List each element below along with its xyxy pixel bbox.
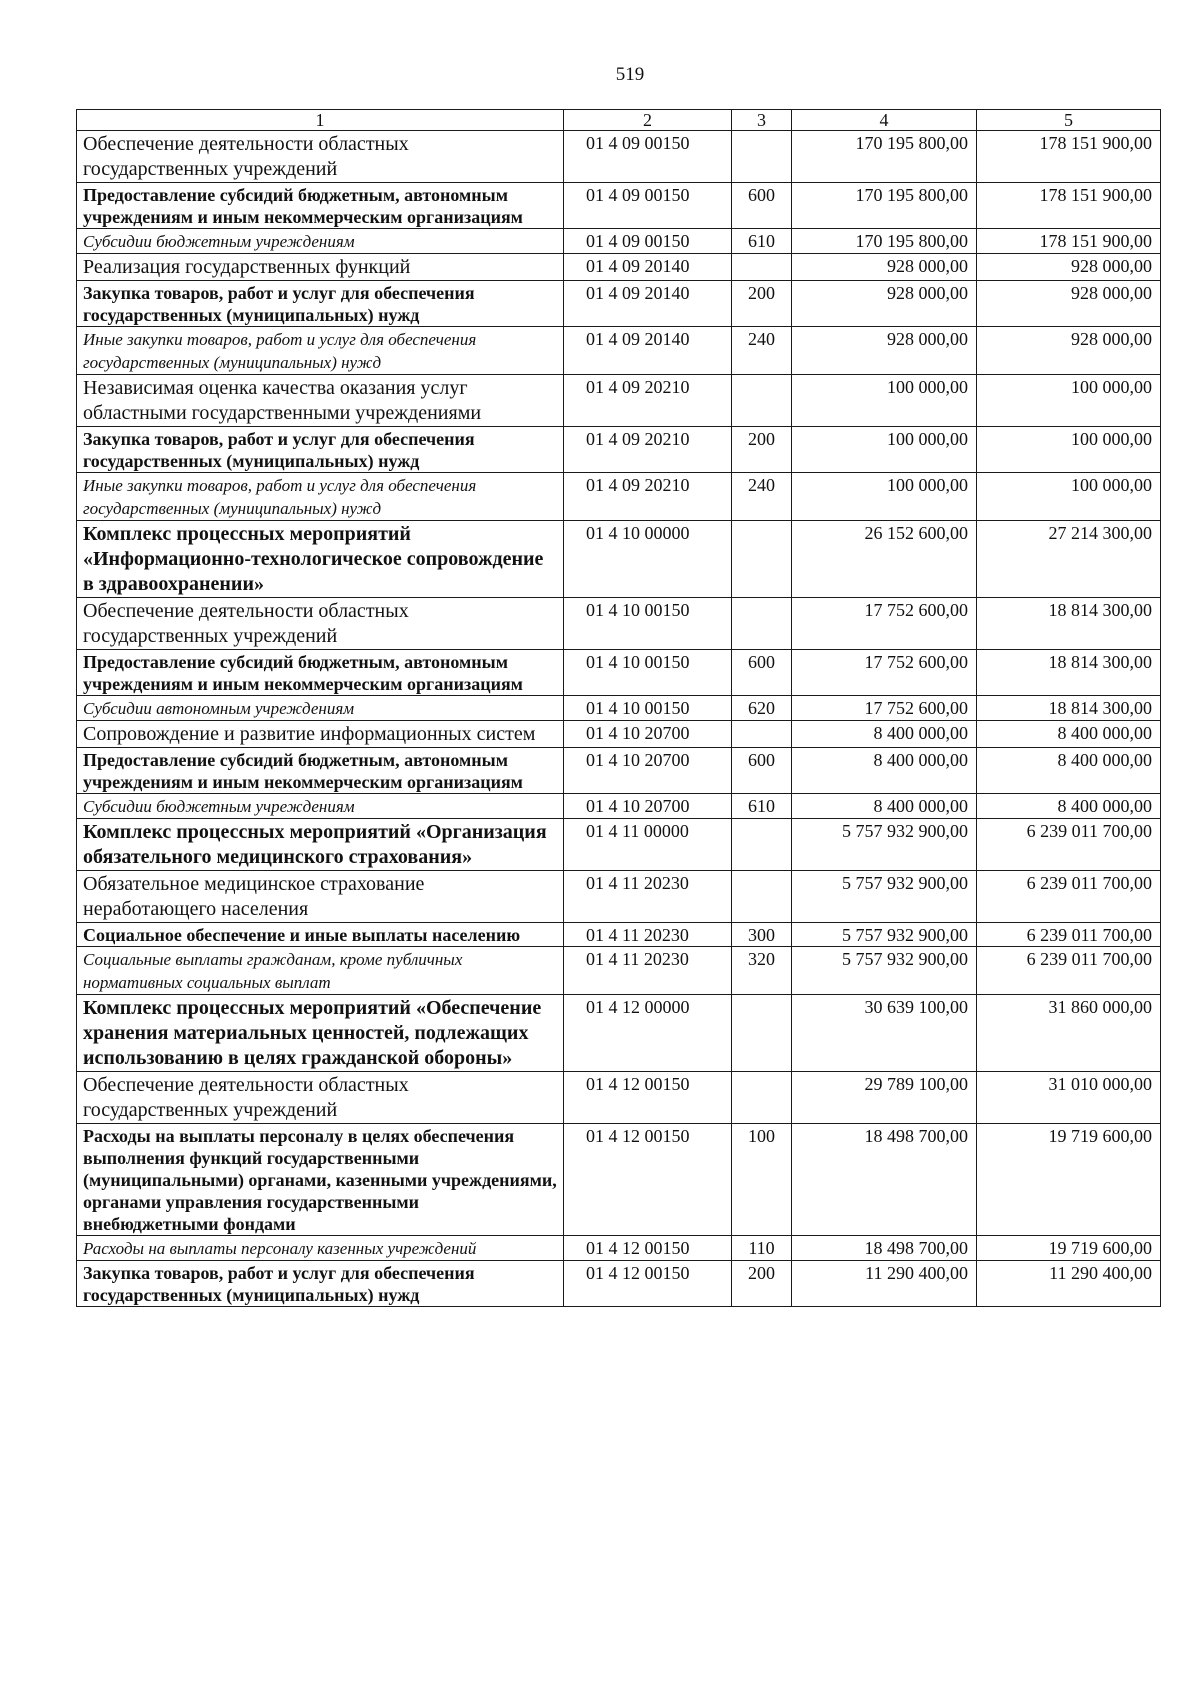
row-code: 01 4 10 00150	[564, 696, 732, 721]
row-code: 01 4 09 00150	[564, 131, 732, 183]
row-sum-year-2: 8 400 000,00	[977, 748, 1161, 794]
row-code: 01 4 09 20140	[564, 327, 732, 375]
column-header-1: 1	[77, 110, 564, 131]
row-expense-type: 110	[732, 1236, 792, 1261]
row-code: 01 4 10 00150	[564, 650, 732, 696]
table-row	[77, 871, 1161, 923]
row-code: 01 4 11 20230	[564, 923, 732, 947]
row-expense-type	[732, 598, 792, 650]
row-expense-type: 620	[732, 696, 792, 721]
row-expense-type: 240	[732, 473, 792, 521]
row-name: Субсидии бюджетным учреждениям	[77, 794, 564, 819]
row-code: 01 4 11 20230	[564, 947, 732, 995]
row-expense-type	[732, 721, 792, 748]
row-sum-year-1: 928 000,00	[792, 327, 977, 375]
row-name: Сопровождение и развитие информационных систем	[77, 721, 564, 748]
row-name: Обеспечение деятельности областных государственных учреждений	[77, 598, 564, 650]
row-expense-type: 240	[732, 327, 792, 375]
row-sum-year-2: 100 000,00	[977, 427, 1161, 473]
row-expense-type: 200	[732, 1261, 792, 1307]
row-sum-year-2: 19 719 600,00	[977, 1124, 1161, 1236]
row-code: 01 4 12 00150	[564, 1261, 732, 1307]
row-code: 01 4 10 00150	[564, 598, 732, 650]
row-sum-year-1: 11 290 400,00	[792, 1261, 977, 1307]
row-name: Обеспечение деятельности областных государственных учреждений	[77, 1072, 564, 1124]
row-name: Социальное обеспечение и иные выплаты населению	[77, 923, 564, 947]
row-sum-year-1: 18 498 700,00	[792, 1236, 977, 1261]
row-sum-year-1: 170 195 800,00	[792, 131, 977, 183]
row-sum-year-1: 5 757 932 900,00	[792, 947, 977, 995]
row-sum-year-2: 100 000,00	[977, 473, 1161, 521]
row-sum-year-2: 6 239 011 700,00	[977, 871, 1161, 923]
row-expense-type: 300	[732, 923, 792, 947]
table-row	[77, 375, 1161, 427]
row-code: 01 4 09 20140	[564, 254, 732, 281]
row-sum-year-2: 178 151 900,00	[977, 131, 1161, 183]
row-code: 01 4 11 00000	[564, 819, 732, 871]
row-code: 01 4 10 20700	[564, 748, 732, 794]
row-code: 01 4 12 00000	[564, 995, 732, 1072]
row-sum-year-2: 6 239 011 700,00	[977, 947, 1161, 995]
row-code: 01 4 10 20700	[564, 721, 732, 748]
row-name: Расходы на выплаты персоналу в целях обеспечения выполнения функций государственными (муниципальными) органами, казенными учреждениями, органами управления государственными внебюджетными фондами	[77, 1124, 564, 1236]
table-row	[77, 281, 1161, 327]
row-code: 01 4 09 20140	[564, 281, 732, 327]
row-sum-year-1: 928 000,00	[792, 281, 977, 327]
row-name: Иные закупки товаров, работ и услуг для обеспечения государственных (муниципальных) нужд	[77, 327, 564, 375]
table-row	[77, 1124, 1161, 1236]
row-name: Реализация государственных функций	[77, 254, 564, 281]
row-name: Предоставление субсидий бюджетным, автономным учреждениям и иным некоммерческим организациям	[77, 183, 564, 229]
table-row	[77, 721, 1161, 748]
row-expense-type: 600	[732, 183, 792, 229]
column-header-2: 2	[564, 110, 732, 131]
row-name: Закупка товаров, работ и услуг для обеспечения государственных (муниципальных) нужд	[77, 427, 564, 473]
column-header-4: 4	[792, 110, 977, 131]
table-row	[77, 650, 1161, 696]
row-sum-year-2: 18 814 300,00	[977, 696, 1161, 721]
row-sum-year-1: 17 752 600,00	[792, 696, 977, 721]
row-sum-year-1: 100 000,00	[792, 427, 977, 473]
row-code: 01 4 10 00000	[564, 521, 732, 598]
row-name: Иные закупки товаров, работ и услуг для обеспечения государственных (муниципальных) нужд	[77, 473, 564, 521]
row-name: Предоставление субсидий бюджетным, автономным учреждениям и иным некоммерческим организациям	[77, 650, 564, 696]
row-name: Предоставление субсидий бюджетным, автономным учреждениям и иным некоммерческим организациям	[77, 748, 564, 794]
table-row	[77, 473, 1161, 521]
table-row	[77, 923, 1161, 947]
row-sum-year-1: 5 757 932 900,00	[792, 923, 977, 947]
row-sum-year-1: 8 400 000,00	[792, 794, 977, 819]
table-row	[77, 1236, 1161, 1261]
row-sum-year-2: 18 814 300,00	[977, 598, 1161, 650]
row-sum-year-1: 26 152 600,00	[792, 521, 977, 598]
table-row	[77, 947, 1161, 995]
table-row	[77, 254, 1161, 281]
row-expense-type	[732, 819, 792, 871]
row-sum-year-1: 18 498 700,00	[792, 1124, 977, 1236]
row-code: 01 4 09 00150	[564, 229, 732, 254]
table-row	[77, 183, 1161, 229]
row-expense-type: 200	[732, 281, 792, 327]
row-sum-year-2: 178 151 900,00	[977, 183, 1161, 229]
row-name: Субсидии бюджетным учреждениям	[77, 229, 564, 254]
row-sum-year-1: 5 757 932 900,00	[792, 819, 977, 871]
row-sum-year-2: 6 239 011 700,00	[977, 819, 1161, 871]
table-row	[77, 748, 1161, 794]
row-name: Субсидии автономным учреждениям	[77, 696, 564, 721]
row-expense-type	[732, 375, 792, 427]
row-sum-year-2: 100 000,00	[977, 375, 1161, 427]
row-name: Обязательное медицинское страхование неработающего населения	[77, 871, 564, 923]
row-code: 01 4 09 20210	[564, 375, 732, 427]
row-sum-year-2: 928 000,00	[977, 254, 1161, 281]
row-expense-type: 600	[732, 650, 792, 696]
row-sum-year-1: 29 789 100,00	[792, 1072, 977, 1124]
row-sum-year-2: 19 719 600,00	[977, 1236, 1161, 1261]
table-row	[77, 131, 1161, 183]
table-row	[77, 598, 1161, 650]
row-sum-year-1: 170 195 800,00	[792, 183, 977, 229]
row-sum-year-2: 18 814 300,00	[977, 650, 1161, 696]
row-sum-year-2: 8 400 000,00	[977, 794, 1161, 819]
row-expense-type: 100	[732, 1124, 792, 1236]
table-row	[77, 819, 1161, 871]
row-sum-year-1: 5 757 932 900,00	[792, 871, 977, 923]
budget-table-body	[77, 110, 1161, 1307]
row-code: 01 4 12 00150	[564, 1124, 732, 1236]
column-header-3: 3	[732, 110, 792, 131]
row-sum-year-2: 8 400 000,00	[977, 721, 1161, 748]
row-name: Комплекс процессных мероприятий «Информационно-технологическое сопровождение в здравоохранении»	[77, 521, 564, 598]
row-name: Закупка товаров, работ и услуг для обеспечения государственных (муниципальных) нужд	[77, 281, 564, 327]
row-sum-year-1: 8 400 000,00	[792, 748, 977, 794]
row-sum-year-1: 17 752 600,00	[792, 598, 977, 650]
row-expense-type	[732, 871, 792, 923]
budget-table	[76, 109, 1161, 1307]
row-expense-type: 600	[732, 748, 792, 794]
page-number: 519	[615, 64, 645, 85]
table-row	[77, 229, 1161, 254]
row-sum-year-1: 100 000,00	[792, 375, 977, 427]
row-sum-year-2: 31 010 000,00	[977, 1072, 1161, 1124]
column-number-row	[77, 110, 1161, 131]
row-sum-year-1: 8 400 000,00	[792, 721, 977, 748]
row-expense-type	[732, 521, 792, 598]
column-header-5: 5	[977, 110, 1161, 131]
row-expense-type	[732, 995, 792, 1072]
row-expense-type: 610	[732, 794, 792, 819]
row-name: Закупка товаров, работ и услуг для обеспечения государственных (муниципальных) нужд	[77, 1261, 564, 1307]
row-sum-year-2: 31 860 000,00	[977, 995, 1161, 1072]
table-row	[77, 995, 1161, 1072]
table-row	[77, 327, 1161, 375]
table-row	[77, 1072, 1161, 1124]
row-expense-type	[732, 131, 792, 183]
row-expense-type: 320	[732, 947, 792, 995]
row-expense-type	[732, 254, 792, 281]
row-sum-year-1: 170 195 800,00	[792, 229, 977, 254]
table-row	[77, 427, 1161, 473]
row-expense-type	[732, 1072, 792, 1124]
row-sum-year-2: 928 000,00	[977, 327, 1161, 375]
row-name: Независимая оценка качества оказания услуг областными государственными учреждениями	[77, 375, 564, 427]
row-sum-year-2: 11 290 400,00	[977, 1261, 1161, 1307]
row-name: Комплекс процессных мероприятий «Организация обязательного медицинского страхования»	[77, 819, 564, 871]
row-sum-year-1: 100 000,00	[792, 473, 977, 521]
row-expense-type: 610	[732, 229, 792, 254]
row-name: Социальные выплаты гражданам, кроме публичных нормативных социальных выплат	[77, 947, 564, 995]
row-code: 01 4 09 00150	[564, 183, 732, 229]
row-sum-year-1: 928 000,00	[792, 254, 977, 281]
row-sum-year-2: 27 214 300,00	[977, 521, 1161, 598]
row-sum-year-2: 928 000,00	[977, 281, 1161, 327]
row-name: Комплекс процессных мероприятий «Обеспечение хранения материальных ценностей, подлежащих использованию в целях гражданской обороны»	[77, 995, 564, 1072]
row-code: 01 4 09 20210	[564, 473, 732, 521]
table-row	[77, 521, 1161, 598]
row-code: 01 4 11 20230	[564, 871, 732, 923]
row-name: Расходы на выплаты персоналу казенных учреждений	[77, 1236, 564, 1261]
row-sum-year-1: 17 752 600,00	[792, 650, 977, 696]
row-code: 01 4 12 00150	[564, 1072, 732, 1124]
table-row	[77, 794, 1161, 819]
row-code: 01 4 09 20210	[564, 427, 732, 473]
table-row	[77, 696, 1161, 721]
row-sum-year-1: 30 639 100,00	[792, 995, 977, 1072]
table-row	[77, 1261, 1161, 1307]
row-sum-year-2: 178 151 900,00	[977, 229, 1161, 254]
row-expense-type: 200	[732, 427, 792, 473]
row-name: Обеспечение деятельности областных государственных учреждений	[77, 131, 564, 183]
row-code: 01 4 12 00150	[564, 1236, 732, 1261]
row-sum-year-2: 6 239 011 700,00	[977, 923, 1161, 947]
row-code: 01 4 10 20700	[564, 794, 732, 819]
